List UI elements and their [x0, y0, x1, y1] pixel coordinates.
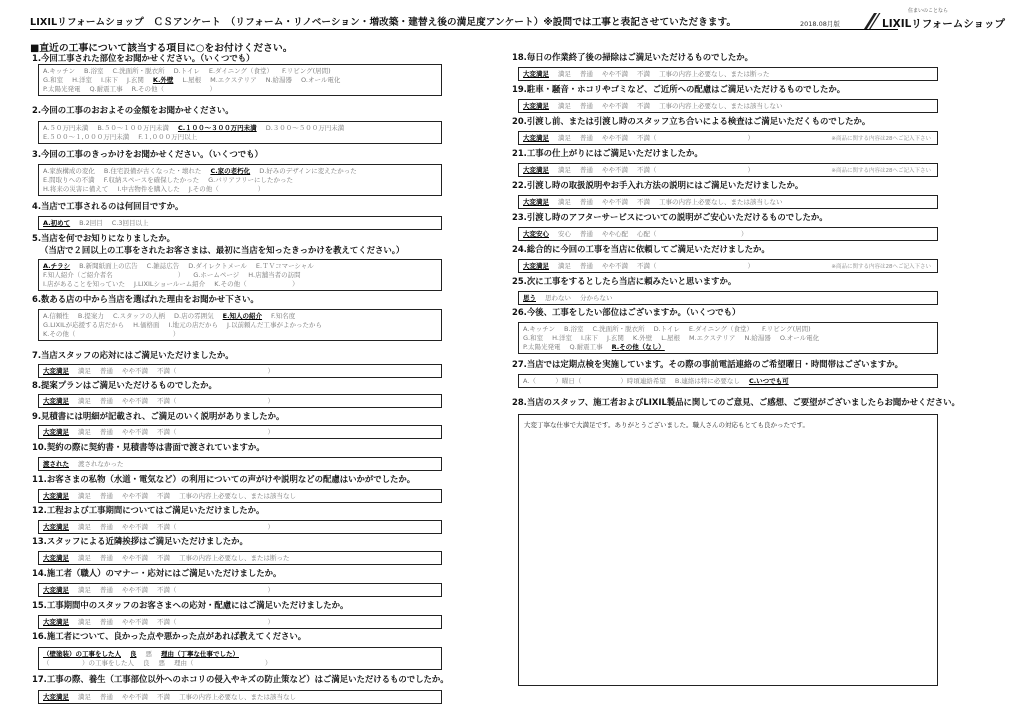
q26-option-row: [523, 343, 674, 352]
q21-option[interactable]: 不満（ ）: [637, 166, 754, 174]
q9-label: 9.見積書には明細が記載され、ご満足のいく説明がありましたか。: [32, 411, 285, 421]
q3-option-row: [43, 167, 366, 176]
q26-option[interactable]: L.屋根: [661, 334, 680, 342]
q26-option[interactable]: C.洗面所・脱衣所: [592, 325, 645, 333]
q8-option[interactable]: 大変満足: [43, 397, 69, 405]
q24-option[interactable]: 大変満足: [523, 262, 549, 270]
q9-option[interactable]: 大変満足: [43, 428, 69, 436]
q19-option-row: [523, 102, 792, 111]
q11-option[interactable]: 普通: [100, 492, 113, 500]
q26-option-row: [523, 334, 828, 343]
q1-option[interactable]: Q.耐震工事: [89, 85, 123, 93]
q21-option[interactable]: 普通: [580, 166, 593, 174]
q14-label: 14.施工者（職人）のマナー・応対にはご満足いただけましたか。: [32, 568, 282, 578]
q26-option[interactable]: J.玄関: [606, 334, 624, 342]
q26-option[interactable]: N.給湯器: [744, 334, 771, 342]
q6-option[interactable]: C.スタッフの人柄: [112, 312, 166, 320]
q27-option-row: [523, 377, 798, 386]
q24-answer-box: [518, 259, 938, 273]
q16-option[interactable]: 理由（丁寧な仕事でした）: [161, 650, 239, 658]
q8-option[interactable]: 不満（ ）: [157, 397, 274, 405]
q26-option[interactable]: O.オール電化: [779, 334, 820, 342]
q20-note: ※商品に関する内容は28へご記入下さい: [831, 136, 931, 142]
q22-option[interactable]: 普通: [580, 198, 593, 206]
q21-option[interactable]: 満足: [558, 166, 571, 174]
q2-option[interactable]: D.３００～５００万円未満: [265, 124, 345, 132]
q3-option-row: [43, 185, 273, 194]
survey-title: LIXILリフォームショップ ＣＳアンケート （リフォーム・リノベーション・増改築・建替え後の満足度アンケート）※設問では工事と表記させていただきます。: [30, 17, 737, 28]
q5-option[interactable]: F.知人紹介（ご紹介者名 ）: [43, 271, 185, 279]
q10-option[interactable]: 渡されなかった: [78, 460, 124, 468]
q5-option[interactable]: H.店舗当者の訪問: [248, 271, 301, 279]
q16-option[interactable]: 悪: [158, 659, 165, 667]
q26-option[interactable]: A.キッチン: [523, 325, 555, 333]
q13-option[interactable]: 満足: [78, 554, 91, 562]
q11-option-row: [43, 492, 305, 501]
q18-option-row: [523, 70, 779, 79]
q22-option[interactable]: 不満: [637, 198, 650, 206]
q6-option[interactable]: F.知名度: [271, 312, 296, 320]
q19-option[interactable]: 普通: [580, 102, 593, 110]
q20-label: 20.引渡し前、または引渡し時のスタッフ立ち合いによる検査はご満足いただくものでしたか。: [512, 116, 871, 126]
q2-option[interactable]: B.５０～１００万円未満: [97, 124, 169, 132]
q28-label: 28.当店のスタッフ、施工者およびLIXIL製品に関してのご意見、ご感想、ご要望がございましたらお聞かせください。: [512, 397, 960, 407]
q1-option-row: [43, 85, 225, 94]
q5-option[interactable]: K.その他（ ）: [214, 280, 299, 288]
q5-option-row: [43, 280, 308, 289]
q19-option[interactable]: 大変満足: [523, 102, 549, 110]
q21-answer-box: [518, 163, 938, 177]
q13-label: 13.スタッフによる近隣挨拶はご満足いただけましたか。: [32, 536, 248, 546]
q22-label: 22.引渡し時の取扱説明やお手入れ方法の説明にはご満足いただけましたか。: [512, 180, 804, 190]
q21-label: 21.工事の仕上がりにはご満足いただけましたか。: [512, 148, 703, 158]
q12-option[interactable]: 満足: [78, 523, 91, 531]
q17-option-row: [43, 693, 305, 702]
q26-option[interactable]: G.和室: [523, 334, 544, 342]
q3-option[interactable]: C.家の老朽化: [210, 167, 251, 175]
q1-option[interactable]: M.エクステリア: [210, 76, 257, 84]
q5-option[interactable]: D.ダイレクトメール: [188, 262, 247, 270]
q26-option[interactable]: K.外壁: [632, 334, 653, 342]
section-heading: ■直近の工事について該当する項目に○をお付けください。: [30, 43, 293, 54]
q11-option[interactable]: やや不満: [122, 492, 148, 500]
q1-option[interactable]: L.屋根: [182, 76, 202, 84]
q14-option[interactable]: 満足: [78, 586, 91, 594]
q26-option[interactable]: H.洋室: [552, 334, 572, 342]
q13-option[interactable]: 不満: [157, 554, 170, 562]
q20-option[interactable]: 大変満足: [523, 134, 549, 142]
q1-option[interactable]: E.ダイニング（食堂）: [208, 67, 273, 75]
q3-option[interactable]: A.家族構成の変化: [43, 167, 95, 175]
q9-option[interactable]: 満足: [78, 428, 91, 436]
q18-answer-box: [518, 67, 938, 81]
q12-option[interactable]: やや不満: [122, 523, 148, 531]
q5-option[interactable]: I.店があることを知っていた: [43, 280, 125, 288]
q12-option[interactable]: 普通: [100, 523, 113, 531]
q7-option-row: [43, 367, 283, 376]
q21-note: ※商品に関する内容は28へご記入下さい: [831, 168, 931, 174]
q26-option-row: [523, 325, 820, 334]
q12-answer-box: [38, 520, 442, 534]
q1-option-row: [43, 76, 349, 85]
q9-option[interactable]: 普通: [100, 428, 113, 436]
q4-answer-box: [38, 216, 442, 230]
q4-option[interactable]: C.3回目以上: [111, 219, 149, 227]
q3-option[interactable]: B.住宅設備が古くなった・壊れた: [103, 167, 202, 175]
q21-option[interactable]: 大変満足: [523, 166, 549, 174]
q8-label: 8.提案プランはご満足いただけるものでしたか。: [32, 380, 217, 390]
q13-option-row: [43, 554, 299, 563]
q15-option[interactable]: 満足: [78, 618, 91, 626]
q8-answer-box: [38, 394, 442, 408]
q14-option[interactable]: 不満（ ）: [157, 586, 274, 594]
q9-option-row: [43, 428, 283, 437]
q10-option-row: [43, 460, 133, 469]
q10-option[interactable]: 渡された: [43, 460, 69, 468]
q9-option[interactable]: やや不満: [122, 428, 148, 436]
q17-answer-box: [38, 690, 442, 704]
q17-option[interactable]: やや不満: [122, 693, 148, 701]
q22-option[interactable]: 満足: [558, 198, 571, 206]
edition-date: 2018.08月版: [800, 20, 840, 28]
q6-option[interactable]: K.その他（ ）: [43, 330, 180, 338]
q12-option[interactable]: 不満（ ）: [157, 523, 274, 531]
q11-option[interactable]: 満足: [78, 492, 91, 500]
q5-option-row: [43, 271, 310, 280]
q26-label: 26.今後、工事をしたい部位はございますか。（いくつでも）: [512, 307, 741, 317]
q6-option[interactable]: G.LIXILが応援する店だから: [43, 321, 125, 329]
q27-option[interactable]: C.いつでも可: [748, 377, 789, 385]
q25-answer-box: [518, 291, 938, 305]
q1-option[interactable]: G.和室: [43, 76, 64, 84]
q26-option[interactable]: M.エクステリア: [688, 334, 736, 342]
q24-option[interactable]: やや不満: [602, 262, 628, 270]
q3-option[interactable]: G.バリアフリーにしたかった: [208, 176, 293, 184]
q22-option[interactable]: やや不満: [602, 198, 628, 206]
q18-label: 18.毎日の作業終了後の掃除はご満足いただけるものでしたか。: [512, 52, 753, 62]
q10-label: 10.契約の際に契約書・見積書等は書面で渡されていますか。: [32, 442, 265, 452]
q2-option-row: [43, 124, 353, 133]
q15-option[interactable]: やや不満: [122, 618, 148, 626]
q6-option-row: [43, 312, 304, 321]
q1-option-row: [43, 67, 340, 76]
q3-option[interactable]: J.その他（ ）: [188, 185, 265, 193]
q1-option[interactable]: O.オール電化: [301, 76, 341, 84]
q26-option[interactable]: E.ダイニング（食堂）: [688, 325, 753, 333]
q28-answer-text[interactable]: 大変丁寧な仕事で大満足です。ありがとうございました。職人さんの対応もとても良かったです。: [524, 421, 809, 429]
q5-answer-box: [38, 259, 442, 291]
q17-option[interactable]: 工事の内容上必要なし、または該当なし: [179, 693, 296, 701]
q6-option[interactable]: I.地元の店だから: [168, 321, 218, 329]
q24-option[interactable]: 普通: [580, 262, 593, 270]
q3-option[interactable]: H.将来の災害に備えて: [43, 185, 109, 193]
q22-option-row: [523, 198, 792, 207]
q12-option-row: [43, 523, 283, 532]
q15-option[interactable]: 不満（ ）: [157, 618, 274, 626]
q26-option[interactable]: F.リビング(居間): [762, 325, 811, 333]
q19-label: 19.駐車・騒音・ホコリやゴミなど、ご近所への配慮はご満足いただけるものでしたか。: [512, 84, 846, 94]
q5-option[interactable]: A.チラシ: [43, 262, 71, 270]
q26-option[interactable]: D.トイレ: [653, 325, 680, 333]
q2-answer-box: [38, 121, 442, 144]
q26-option[interactable]: I.床下: [580, 334, 598, 342]
q1-option[interactable]: J.玄関: [126, 76, 144, 84]
logo-tagline: 住まいのことなら: [908, 8, 949, 14]
q1-option[interactable]: F.リビング(居間): [282, 67, 331, 75]
q7-option[interactable]: 満足: [78, 367, 91, 375]
q6-label: 6.数ある店の中から当店を選ばれた理由をお聞かせ下さい。: [32, 294, 259, 304]
q26-option[interactable]: Q.耐震工事: [569, 343, 603, 351]
q2-option[interactable]: E.５００～１,０００万円未満: [43, 133, 130, 141]
q5-option[interactable]: E.ＴＶコマーシャル: [255, 262, 314, 270]
q3-label: 3.今回の工事のきっかけをお聞かせください。（いくつでも）: [32, 149, 263, 159]
q13-answer-box: [38, 551, 442, 565]
q3-option[interactable]: I.中古物件を購入した: [117, 185, 180, 193]
q7-label: 7.当店スタッフの応対にはご満足いただけましたか。: [32, 350, 234, 360]
q16-answer-box: [38, 647, 442, 670]
q22-option[interactable]: 工事の内容上必要なし、または該当しない: [659, 198, 783, 206]
q26-option[interactable]: R.その他（なし）: [611, 343, 665, 351]
q9-option[interactable]: 不満（ ）: [157, 428, 274, 436]
q26-answer-box: [518, 322, 938, 354]
q6-answer-box: [38, 309, 442, 341]
q13-option[interactable]: やや不満: [122, 554, 148, 562]
q5-option[interactable]: C.雑誌広告: [146, 262, 180, 270]
q24-option-row: [523, 262, 763, 271]
q6-option[interactable]: B.提案力: [77, 312, 104, 320]
q17-option[interactable]: 不満: [157, 693, 170, 701]
q6-option-row: [43, 321, 331, 330]
q20-option[interactable]: 普通: [580, 134, 593, 142]
q25-option[interactable]: 思わない: [545, 294, 571, 302]
logo-mark-icon: [862, 11, 882, 31]
q23-option[interactable]: やや心配: [602, 230, 628, 238]
q15-label: 15.工事期間中のスタッフのお客さまへの応対・配慮にはご満足いただけましたか。: [32, 600, 349, 610]
q2-option[interactable]: F.１,０００万円以上: [138, 133, 198, 141]
q18-option[interactable]: 普通: [580, 70, 593, 78]
q25-option-row: [523, 294, 622, 303]
q1-option[interactable]: N.給湯器: [265, 76, 293, 84]
q8-option-row: [43, 397, 283, 406]
q5-sublabel: （当店で２回以上の工事をされたお客さまは、最初に当店を知ったきっかけを教えてください。）: [40, 245, 405, 255]
q21-option[interactable]: やや不満: [602, 166, 628, 174]
q6-option[interactable]: H.価格面: [133, 321, 160, 329]
q15-option-row: [43, 618, 283, 627]
q5-label: 5.当店を何でお知りになりましたか。: [32, 233, 176, 243]
q2-option[interactable]: A.５０万円未満: [43, 124, 89, 132]
q1-option[interactable]: D.トイレ: [173, 67, 200, 75]
q28-answer-box: [518, 414, 938, 686]
q24-note: ※商品に関する内容は28へご記入下さい: [831, 264, 931, 270]
q14-option[interactable]: 普通: [100, 586, 113, 594]
q27-answer-box: [518, 374, 938, 388]
q5-option[interactable]: J.LIXILショールーム紹介: [133, 280, 206, 288]
q7-option[interactable]: 不満（ ）: [157, 367, 274, 375]
q6-option[interactable]: A.信頼性: [43, 312, 69, 320]
q1-option[interactable]: K.外壁: [152, 76, 174, 84]
q18-option[interactable]: 工事の内容上必要なし、または断った: [659, 70, 770, 78]
q5-option[interactable]: B.新聞紙面上の広告: [79, 262, 138, 270]
q26-option[interactable]: P.太陽光発電: [523, 343, 561, 351]
q23-label: 23.引渡し時のアフターサービスについての説明がご安心いただけるものでしたか。: [512, 212, 828, 222]
q3-option-row: [43, 176, 302, 185]
q11-answer-box: [38, 489, 442, 503]
q19-option[interactable]: やや不満: [602, 102, 628, 110]
q24-option[interactable]: 不満（ ）: [637, 262, 754, 270]
q16-option[interactable]: （壁塗装）の工事をした人: [43, 650, 121, 658]
q2-option[interactable]: C.１００～３００万円未満: [177, 124, 257, 132]
q11-label: 11.お客さまの私物（水道・電気など）の利用についての声がけや説明などの配慮はいかがでしたか。: [32, 474, 416, 484]
q4-label: 4.当店で工事されるのは何回目ですか。: [32, 201, 184, 211]
q6-option[interactable]: E.知人の紹介: [222, 312, 263, 320]
q3-option[interactable]: E.間取りへの不満: [43, 176, 95, 184]
q15-option[interactable]: 普通: [100, 618, 113, 626]
q23-option-row: [523, 230, 757, 239]
q23-option[interactable]: 普通: [580, 230, 593, 238]
q24-label: 24.総合的に今回の工事を当店に依頼してご満足いただけましたか。: [512, 244, 770, 254]
q1-option[interactable]: I.床下: [100, 76, 118, 84]
q15-option[interactable]: 大変満足: [43, 618, 69, 626]
q20-option[interactable]: 満足: [558, 134, 571, 142]
q22-option[interactable]: 大変満足: [523, 198, 549, 206]
q16-label: 16.施工者について、良かった点や悪かった点があれば教えてください。: [32, 631, 307, 641]
q11-option[interactable]: 不満: [157, 492, 170, 500]
q12-label: 12.工程および工事期間についてはご満足いただけましたか。: [32, 505, 265, 515]
q7-answer-box: [38, 364, 442, 378]
q17-option[interactable]: 普通: [100, 693, 113, 701]
q11-option[interactable]: 大変満足: [43, 492, 69, 500]
q8-option[interactable]: 普通: [100, 397, 113, 405]
q5-option-row: [43, 262, 323, 271]
q20-option-row: [523, 134, 763, 143]
q22-answer-box: [518, 195, 938, 209]
q1-option[interactable]: P.太陽光発電: [43, 85, 81, 93]
q18-option[interactable]: 不満: [637, 70, 650, 78]
q4-option[interactable]: A.初めて: [43, 219, 71, 227]
q16-option-row: [43, 659, 281, 668]
q6-option[interactable]: D.店の雰囲気: [174, 312, 214, 320]
q1-option[interactable]: A.キッチン: [43, 67, 75, 75]
q7-option[interactable]: やや不満: [122, 367, 148, 375]
logo-text: LIXILリフォームショップ: [882, 18, 1006, 30]
q16-option-row: [43, 650, 248, 659]
q20-answer-box: [518, 131, 938, 145]
q5-option[interactable]: G.ホームページ: [193, 271, 240, 279]
q23-option[interactable]: 安心: [558, 230, 571, 238]
q25-option[interactable]: 分からない: [580, 294, 613, 302]
q19-option[interactable]: 満足: [558, 102, 571, 110]
q16-option[interactable]: 良: [143, 659, 150, 667]
q17-option[interactable]: 大変満足: [43, 693, 69, 701]
q11-option[interactable]: 工事の内容上必要なし、または該当なし: [179, 492, 296, 500]
q14-option[interactable]: 大変満足: [43, 586, 69, 594]
q23-answer-box: [518, 227, 938, 241]
q15-answer-box: [38, 615, 442, 629]
q27-label: 27.当店では定期点検を実施しています。その際の事前電話連絡のご希望曜日・時間帯はございますか。: [512, 359, 904, 369]
q8-option[interactable]: 満足: [78, 397, 91, 405]
q13-option[interactable]: 工事の内容上必要なし、または断った: [179, 554, 290, 562]
q1-answer-box: [38, 64, 442, 96]
q14-option[interactable]: やや不満: [122, 586, 148, 594]
q19-option[interactable]: 不満: [637, 102, 650, 110]
q3-answer-box: [38, 164, 442, 196]
q7-option[interactable]: 普通: [100, 367, 113, 375]
q1-option[interactable]: C.洗面所・脱衣所: [112, 67, 165, 75]
q24-option[interactable]: 満足: [558, 262, 571, 270]
q1-label: 1.今回工事された部位をお聞かせください。（いくつでも）: [32, 53, 255, 63]
q4-option-row: [43, 219, 158, 228]
q7-option[interactable]: 大変満足: [43, 367, 69, 375]
q13-option[interactable]: 普通: [100, 554, 113, 562]
q1-option[interactable]: H.洋室: [72, 76, 92, 84]
q20-option[interactable]: 不満（ ）: [637, 134, 754, 142]
lixil-logo: [858, 9, 1008, 35]
q20-option[interactable]: やや不満: [602, 134, 628, 142]
q19-option[interactable]: 工事の内容上必要なし、または該当しない: [659, 102, 783, 110]
q10-answer-box: [38, 457, 442, 471]
q8-option[interactable]: やや不満: [122, 397, 148, 405]
q16-option[interactable]: （ ）の工事をした人: [43, 659, 134, 667]
q3-option[interactable]: D.好みのデザインに変えたかった: [259, 167, 357, 175]
q4-option[interactable]: B.2回目: [79, 219, 103, 227]
q21-option-row: [523, 166, 763, 175]
q12-option[interactable]: 大変満足: [43, 523, 69, 531]
q2-label: 2.今回の工事のおおよその金額をお聞かせください。: [32, 105, 234, 115]
q26-option[interactable]: B.浴室: [563, 325, 584, 333]
q6-option[interactable]: J.以前頼んだ工事がよかったから: [226, 321, 322, 329]
q18-option[interactable]: 大変満足: [523, 70, 549, 78]
q13-option[interactable]: 大変満足: [43, 554, 69, 562]
q18-option[interactable]: やや不満: [602, 70, 628, 78]
header-bar: [30, 12, 898, 30]
q25-option[interactable]: 思う: [523, 294, 536, 302]
q1-option[interactable]: B.浴室: [83, 67, 104, 75]
q9-answer-box: [38, 425, 442, 439]
q16-option[interactable]: 良: [130, 650, 137, 658]
q16-option[interactable]: 悪: [145, 650, 152, 658]
q19-answer-box: [518, 99, 938, 113]
q6-option-row: [43, 330, 188, 339]
q23-option[interactable]: 大変安心: [523, 230, 549, 238]
q23-option[interactable]: 心配（ ）: [637, 230, 748, 238]
q16-option[interactable]: 理由（ ）: [174, 659, 272, 667]
q18-option[interactable]: 満足: [558, 70, 571, 78]
q3-option[interactable]: F.収納スペースを確保したかった: [103, 176, 200, 184]
q14-answer-box: [38, 583, 442, 597]
q27-option[interactable]: B.連絡は特に必要なし: [674, 377, 740, 385]
q17-label: 17.工事の際、養生（工事部位以外へのホコリの侵入やキズの防止策など）はご満足いただけるものでしたか。: [32, 674, 449, 684]
q17-option[interactable]: 満足: [78, 693, 91, 701]
q2-option-row: [43, 133, 206, 142]
q14-option-row: [43, 586, 283, 595]
q1-option[interactable]: R.その他（ ）: [131, 85, 217, 93]
header-rule: [30, 29, 898, 30]
q25-label: 25.次に工事をするとしたら当店に頼みたいと思いますか。: [512, 276, 737, 286]
q27-option[interactable]: A.（ ）曜日（ ）時頃連絡希望: [523, 377, 666, 385]
